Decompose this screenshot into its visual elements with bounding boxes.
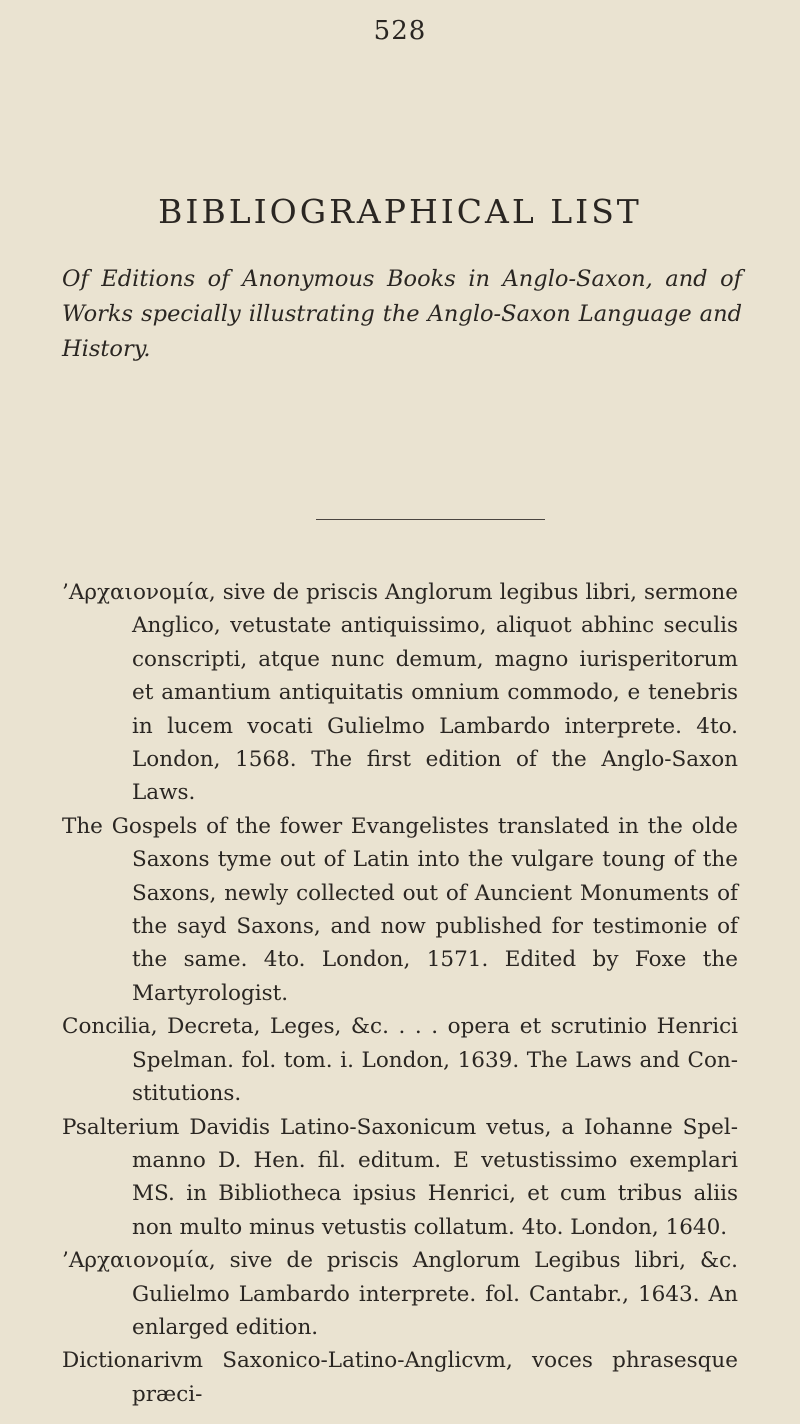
bibliography-list [62, 576, 738, 1411]
bibliography-entry: Concilia, Decreta, Leges, &c. . . . opera et scrutinio Henrici Spelman. fol. tom. i. London, 1639. The Laws and Constitutions. [62, 1014, 738, 1107]
bibliography-entry: The Gospels of the fower Evangelistes translated in the olde Saxons tyme out of Latin into the vulgare toung of the Saxons, newly collected out of Auncient Monuments of the sayd Saxons, and now published for testimonie of the same. 4to. London, 1571. Edited by Foxe the Martyrologist. [62, 813, 738, 1006]
section-divider [316, 519, 545, 520]
bibliography-entry: ’Αρχαιονομία, sive de priscis Anglorum legibus libri, sermone Anglico, vetustate antiquissimo, aliquot abhinc seculis conscripti, atque nunc demum, magno iurisperitorum et amantium antiquitatis omnium commodo, e tenebris in lucem vocati Gulielmo Lambardo interprete. 4to. London, 1568. The first edition of the Anglo-Saxon Laws. [62, 580, 738, 806]
page-subtitle: Of Editions of Anonymous Books in Anglo-Saxon, and of Works specially illustrating the Anglo-Saxon Language and History. [62, 266, 742, 362]
bibliography-entry: Psalterium Davidis Latino-Saxonicum vetus, a Iohanne Spelmanno D. Hen. fil. editum. E vetustissimo exemplari MS. in Bibliotheca ipsius Henrici, et cum tribus aliis non multo minus vetustis collatum. 4to. London, 1640. [62, 1114, 738, 1240]
page-title: BIBLIOGRAPHICAL LIST [158, 192, 642, 231]
page-number: 528 [373, 16, 427, 46]
bibliography-entry: Dictionarivm Saxonico-Latino-Anglicvm, voces phrasesque præci- [62, 1348, 738, 1407]
bibliography-entry: ’Αρχαιονομία, sive de priscis Anglorum Legibus libri, &c. Gulielmo Lambardo interprete. fol. Cantabr., 1643. An enlarged edition. [62, 1248, 738, 1340]
